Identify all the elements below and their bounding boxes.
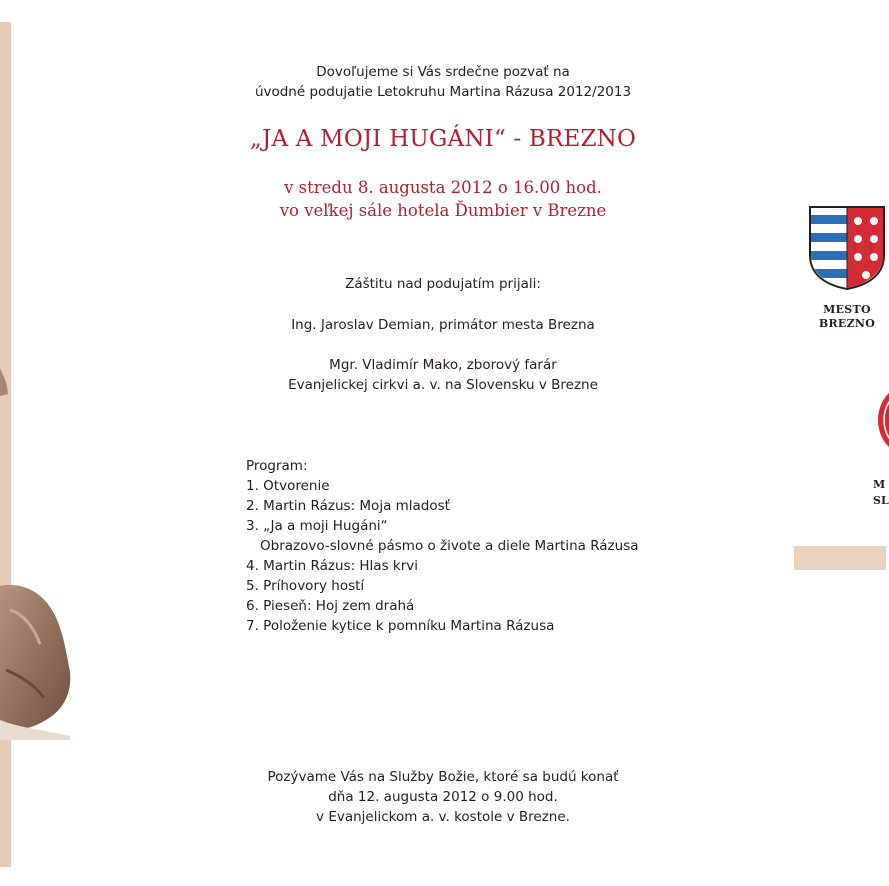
- crest-label-line1: MESTO: [823, 303, 871, 316]
- program-item: 4. Martin Rázus: Hlas krvi: [246, 558, 419, 574]
- red-seal-icon: [876, 385, 886, 455]
- razus-bust-icon: [0, 580, 72, 740]
- event-date: v stredu 8. augusta 2012 o 16.00 hod.: [284, 178, 602, 197]
- patron-mayor: Ing. Jaroslav Demian, primátor mesta Brezna: [291, 317, 595, 333]
- program-item: 1. Otvorenie: [246, 478, 330, 494]
- program-item: 2. Martin Rázus: Moja mladosť: [246, 498, 450, 514]
- crest-label-line2: BREZNO: [818, 317, 876, 330]
- program-item: 5. Príhovory hostí: [246, 578, 365, 594]
- patron-pastor: [160, 355, 726, 395]
- church-service-invitation: [160, 767, 726, 827]
- closing-line1: Pozývame Vás na Služby Božie, ktoré sa budú konať: [267, 769, 619, 785]
- program-item: 7. Položenie kytice k pomníku Martina Rázusa: [246, 618, 555, 634]
- patron-pastor-line1: Mgr. Vladimír Mako, zborový farár: [329, 357, 557, 373]
- program-list: [246, 456, 726, 636]
- right-decorative-bar: [794, 546, 886, 570]
- seal-label-line1: M: [873, 478, 886, 491]
- patronage-heading: Záštitu nad podujatím prijali:: [345, 276, 541, 292]
- intro-line1: Dovoľujeme si Vás srdečne pozvať na: [316, 64, 570, 80]
- bust-fragment-icon: [0, 360, 8, 400]
- intro-line2: úvodné podujatie Letokruhu Martina Rázusa 2012/2013: [254, 84, 632, 100]
- crest-label: [808, 303, 886, 331]
- program-item: 6. Pieseň: Hoj zem drahá: [246, 598, 415, 614]
- seal-label: [873, 477, 889, 509]
- seal-label-line2: SL: [873, 494, 889, 507]
- program-item: 3. „Ja a moji Hugáni“: [246, 518, 388, 534]
- event-title: „JA A MOJI HUGÁNI“ - BREZNO: [249, 126, 637, 152]
- patron-pastor-line2: Evanjelickej cirkvi a. v. na Slovensku v Brezne: [288, 377, 598, 393]
- program-item-subtitle: Obrazovo-slovné pásmo o živote a diele Martina Rázusa: [260, 538, 639, 554]
- closing-line2: dňa 12. augusta 2012 o 9.00 hod.: [328, 789, 558, 805]
- event-details: [160, 176, 726, 222]
- event-venue: vo veľkej sále hotela Ďumbier v Brezne: [279, 201, 607, 220]
- invitation-intro: [160, 62, 726, 102]
- left-decorative-stripe: [0, 22, 11, 867]
- closing-line3: v Evanjelickom a. v. kostole v Brezne.: [316, 809, 570, 825]
- brezno-coat-of-arms-icon: [808, 205, 886, 291]
- program-heading: Program:: [246, 458, 308, 474]
